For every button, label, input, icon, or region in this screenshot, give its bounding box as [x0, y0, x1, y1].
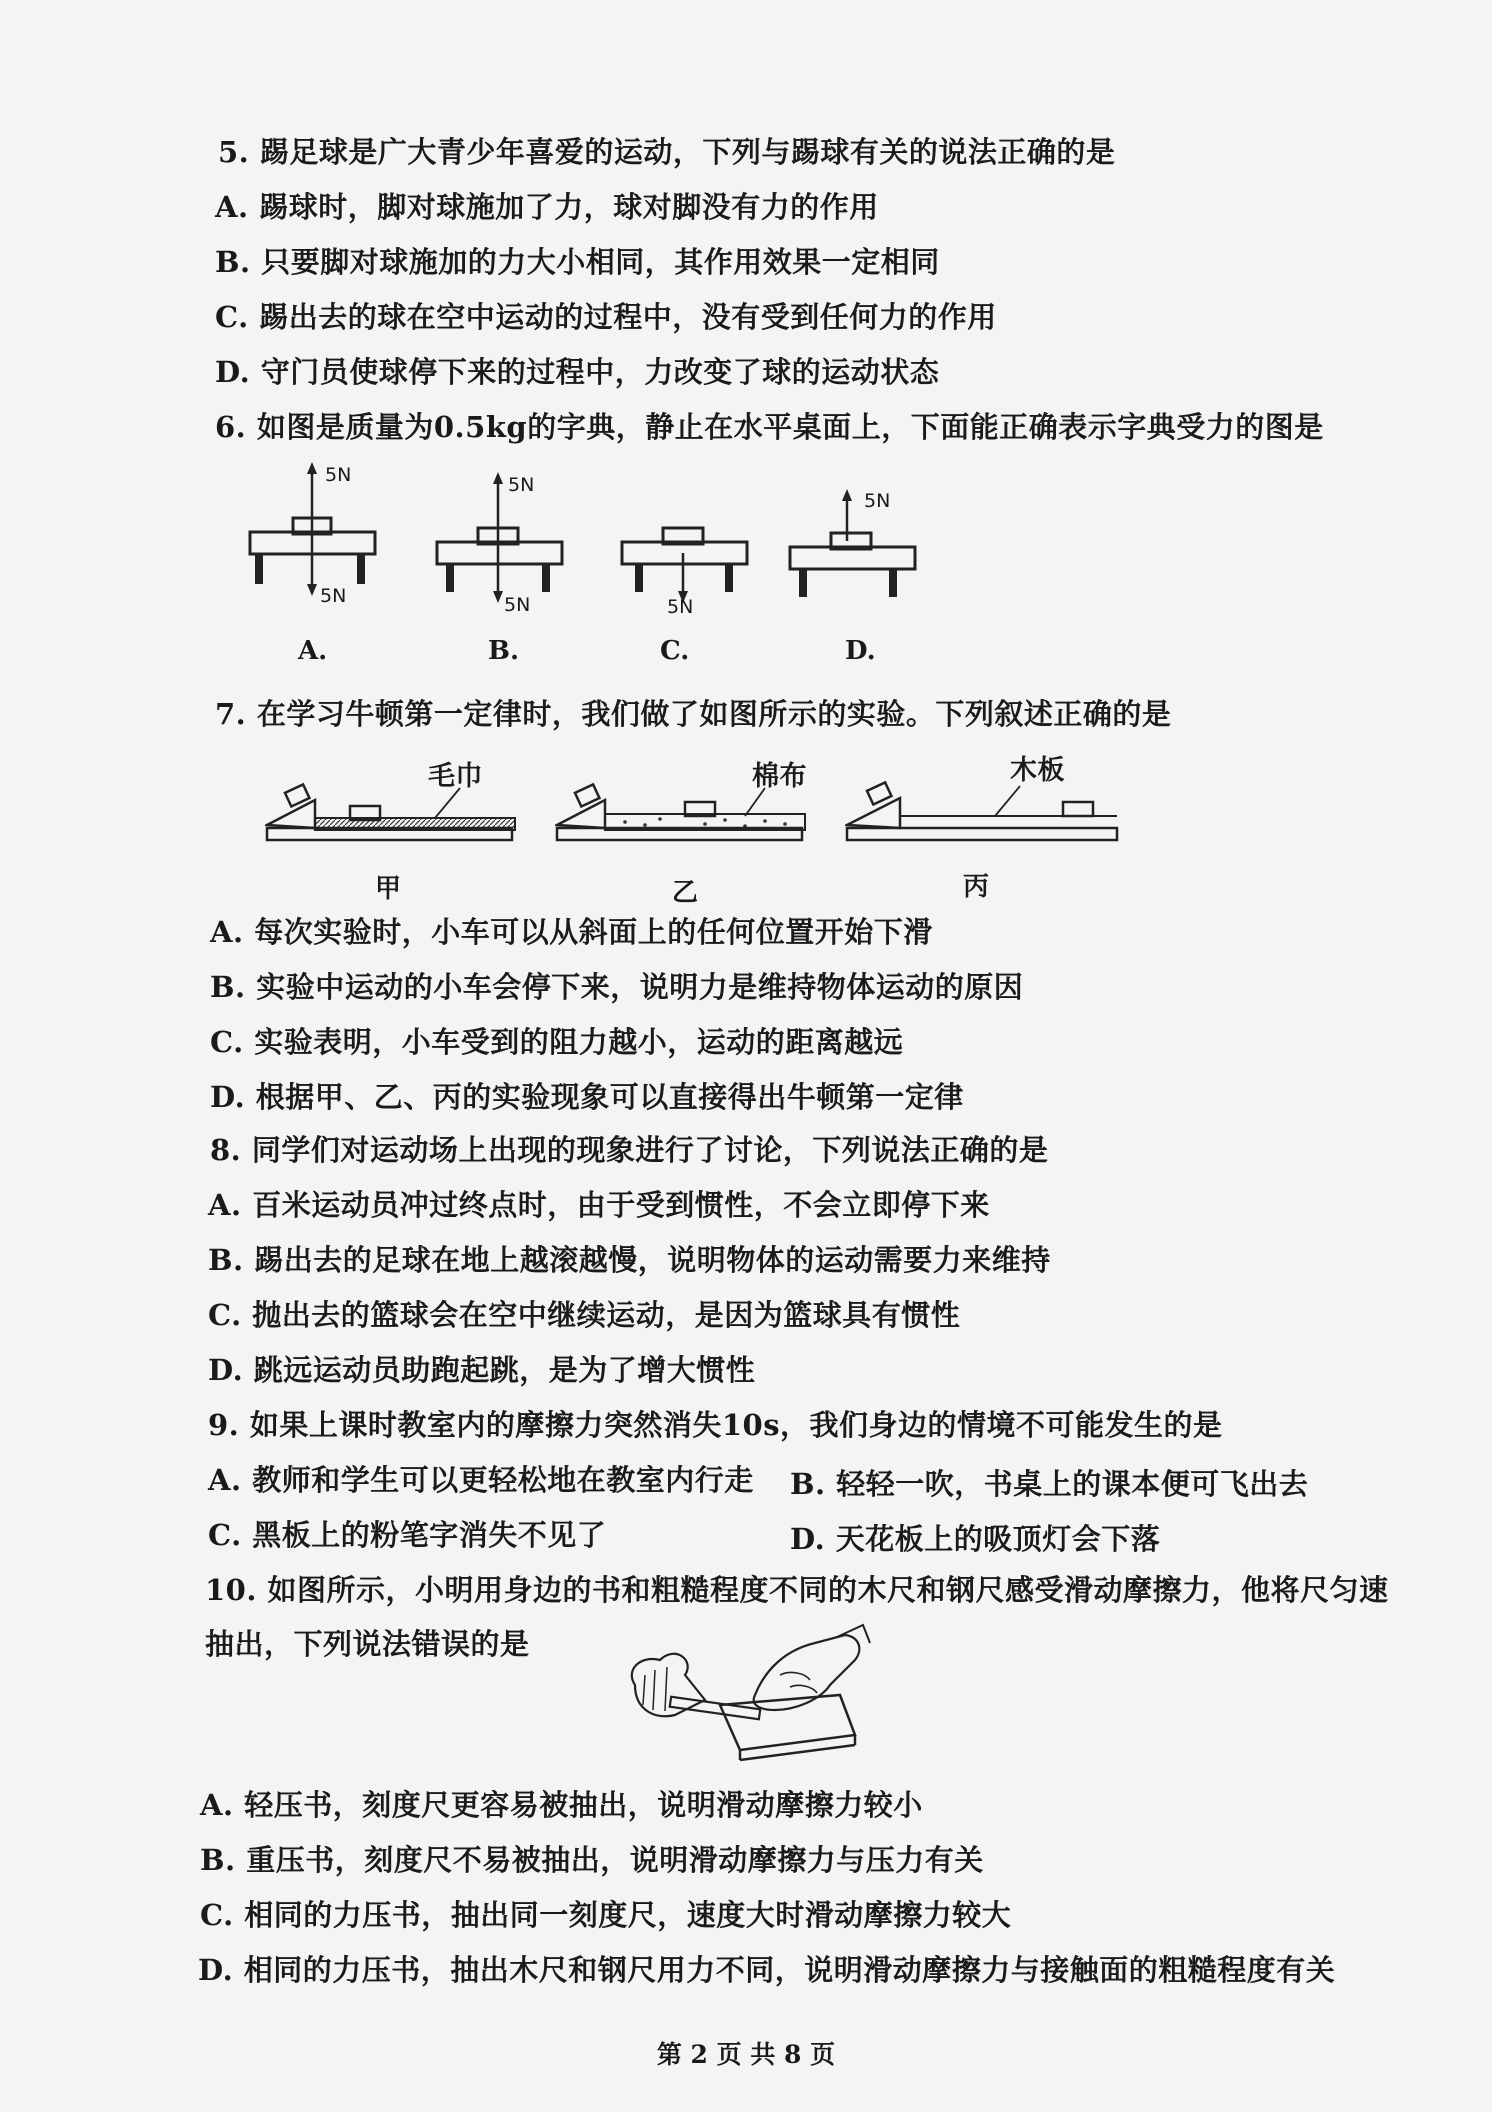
q9-stem: 9. 如果上课时教室内的摩擦力突然消失10s，我们身边的情境不可能发生的是 — [208, 1408, 1223, 1442]
q8-option-b: B. 踢出去的足球在地上越滚越慢，说明物体的运动需要力来维持 — [208, 1243, 1051, 1277]
q6-d-up-label: 5N — [864, 490, 891, 512]
q5-option-a: A. 踢球时，脚对球施加了力，球对脚没有力的作用 — [215, 190, 879, 224]
q10-figure-hand-book — [615, 1615, 875, 1765]
q6-label-a: A. — [298, 636, 328, 666]
q6-label-b: B. — [488, 636, 520, 666]
q10-stem-line2: 抽出，下列说法错误的是 — [205, 1627, 530, 1661]
q7-surface-wood: 木板 — [1010, 755, 1065, 786]
q7-caption-yi: 乙 — [672, 878, 699, 908]
q5-stem: 5. 踢足球是广大青少年喜爱的运动，下列与踢球有关的说法正确的是 — [218, 135, 1116, 169]
q7-surface-cotton: 棉布 — [752, 761, 807, 792]
q9-option-d: D. 天花板上的吸顶灯会下落 — [790, 1522, 1161, 1556]
q8-stem: 8. 同学们对运动场上出现的现象进行了讨论，下列说法正确的是 — [210, 1133, 1049, 1167]
q6-a-down-label: 5N — [320, 585, 347, 607]
q7-figure-wood — [845, 770, 1130, 860]
q6-b-down-label: 5N — [504, 594, 531, 616]
q8-option-c: C. 抛出去的篮球会在空中继续运动，是因为篮球具有惯性 — [208, 1298, 961, 1332]
q5-option-d: D. 守门员使球停下来的过程中，力改变了球的运动状态 — [215, 355, 940, 389]
q6-figure-b — [432, 470, 572, 620]
q6-b-up-label: 5N — [508, 474, 535, 496]
q7-option-c: C. 实验表明，小车受到的阻力越小，运动的距离越远 — [210, 1025, 904, 1059]
q10-option-d: D. 相同的力压书，抽出木尺和钢尺用力不同，说明滑动摩擦力与接触面的粗糙程度有关 — [198, 1953, 1336, 1987]
q9-option-a: A. 教师和学生可以更轻松地在教室内行走 — [208, 1463, 754, 1497]
q6-c-down-label: 5N — [667, 596, 694, 618]
q10-option-b: B. 重压书，刻度尺不易被抽出，说明滑动摩擦力与压力有关 — [200, 1843, 984, 1877]
q8-option-a: A. 百米运动员冲过终点时，由于受到惯性，不会立即停下来 — [208, 1188, 990, 1222]
q6-a-up-label: 5N — [325, 464, 352, 486]
q7-caption-bing: 丙 — [963, 872, 990, 902]
q8-option-d: D. 跳远运动员助跑起跳，是为了增大惯性 — [208, 1353, 756, 1387]
page-footer: 第 2 页 共 8 页 — [656, 2040, 836, 2069]
q9-option-b: B. 轻轻一吹，书桌上的课本便可飞出去 — [790, 1467, 1309, 1501]
q10-option-a: A. 轻压书，刻度尺更容易被抽出，说明滑动摩擦力较小 — [200, 1788, 923, 1822]
q5-option-b: B. 只要脚对球施加的力大小相同，其作用效果一定相同 — [215, 245, 940, 279]
q6-figure-a — [245, 460, 385, 620]
q7-figure-towel — [265, 780, 525, 860]
q9-option-c: C. 黑板上的粉笔字消失不见了 — [208, 1518, 607, 1552]
q10-stem-line1: 10. 如图所示，小明用身边的书和粗糙程度不同的木尺和钢尺感受滑动摩擦力，他将尺匀速 — [205, 1573, 1389, 1607]
q7-caption-jia: 甲 — [375, 874, 402, 904]
q10-option-c: C. 相同的力压书，抽出同一刻度尺，速度大时滑动摩擦力较大 — [200, 1898, 1012, 1932]
q6-label-d: D. — [845, 636, 876, 666]
q6-figure-d — [785, 485, 925, 615]
q6-label-c: C. — [660, 636, 690, 666]
q7-option-a: A. 每次实验时，小车可以从斜面上的任何位置开始下滑 — [210, 915, 933, 949]
q6-stem: 6. 如图是质量为0.5kg的字典，静止在水平桌面上，下面能正确表示字典受力的图是 — [215, 410, 1324, 444]
q7-surface-towel: 毛巾 — [428, 761, 483, 792]
q7-option-d: D. 根据甲、乙、丙的实验现象可以直接得出牛顿第一定律 — [210, 1080, 964, 1114]
q5-option-c: C. 踢出去的球在空中运动的过程中，没有受到任何力的作用 — [215, 300, 997, 334]
q7-option-b: B. 实验中运动的小车会停下来，说明力是维持物体运动的原因 — [210, 970, 1024, 1004]
q7-stem: 7. 在学习牛顿第一定律时，我们做了如图所示的实验。下列叙述正确的是 — [215, 697, 1172, 731]
